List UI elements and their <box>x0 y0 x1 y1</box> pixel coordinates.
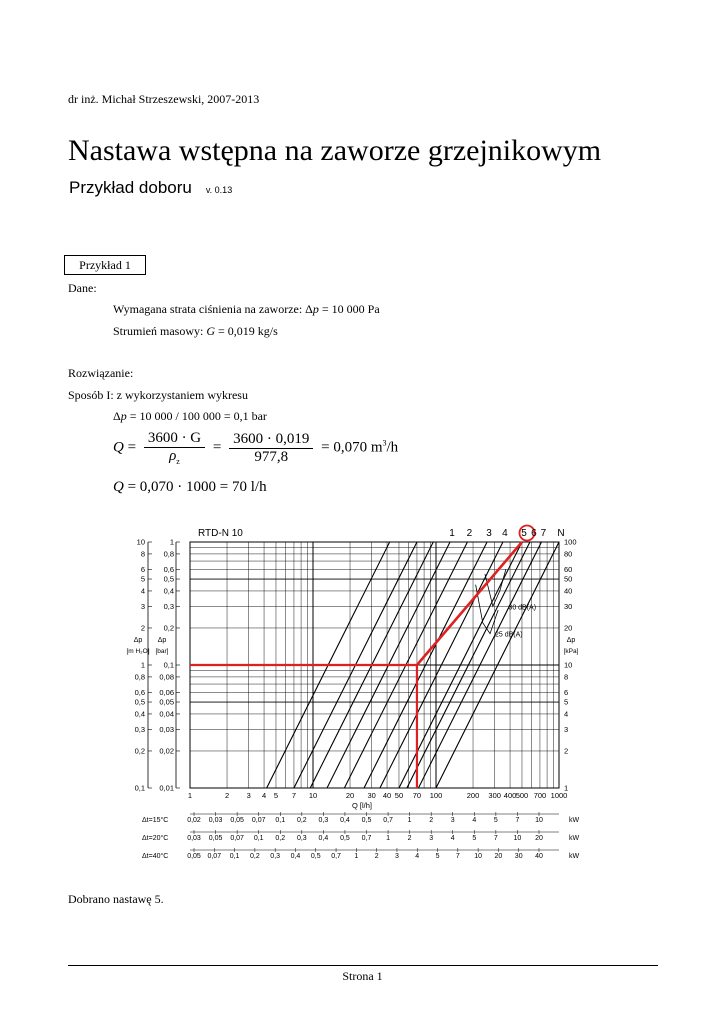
power-scale-tick-label: 3 <box>450 817 455 824</box>
power-scale-tick-label: 0,7 <box>383 817 393 824</box>
x-tick-label: 7 <box>291 791 297 800</box>
tick-label-mh2o: 0,6 <box>134 687 145 697</box>
power-scale-tick-label: 0,02 <box>187 817 201 824</box>
power-scale-tick-label: 2 <box>429 817 434 824</box>
noise-label-25: 25 dB(A) <box>495 631 523 639</box>
setting-label-6: 6 <box>531 528 537 539</box>
tick-label-bar: 0,02 <box>159 746 174 756</box>
power-scale-tick-label: 0,4 <box>318 835 329 842</box>
x-tick-label: 3 <box>246 791 251 800</box>
tick-label-bar: 0,03 <box>159 724 174 734</box>
given-flow-prefix: Strumień masowy: <box>113 324 207 338</box>
power-scale-tick-label: 2 <box>407 835 412 842</box>
given-pressure-value: = 10 000 Pa <box>318 302 380 316</box>
x-tick-label: 1 <box>187 791 193 800</box>
power-scale-tick-label: 7 <box>455 853 460 860</box>
tick-label-bar: 0,4 <box>163 586 174 596</box>
tick-label-kpa: 5 <box>564 697 569 707</box>
tick-label-bar: 0,1 <box>163 660 174 670</box>
axis-unit-kpa: [kPa] <box>563 647 579 655</box>
given-flow-var: G <box>206 324 215 338</box>
footer-page-label: Strona 1 <box>342 969 383 983</box>
tick-label-bar: 0,01 <box>159 783 174 793</box>
power-scale-tick-label: 3 <box>394 853 399 860</box>
tick-label-mh2o: 2 <box>140 623 145 633</box>
formula1-den1: ρ <box>169 448 177 464</box>
power-scale-tick-label: 5 <box>493 817 498 824</box>
tick-label-kpa: 3 <box>564 724 569 734</box>
power-scale-tick-label: 10 <box>474 853 483 860</box>
x-tick-label: 30 <box>367 791 376 800</box>
tick-label-kpa: 8 <box>564 672 569 682</box>
tick-label-mh2o: 3 <box>140 601 145 611</box>
x-tick-label: 1000 <box>550 791 568 800</box>
power-scale-unit: kW <box>569 853 580 860</box>
power-scale-tick-label: 0,07 <box>251 817 266 824</box>
power-scale-label: Δt=40°C <box>142 853 169 860</box>
tick-label-kpa: 50 <box>564 574 573 584</box>
x-tick-label: 10 <box>308 791 318 800</box>
formula-1: Q = $\frac{3600 \cdot G}{\rho_z}$ = $\frac{3600 \cdot 0,019}{977,8}$ = 0,070 $m^3/h$ <box>113 430 399 466</box>
x-tick-label: 5 <box>273 791 279 800</box>
given-flow-value: = 0,019 kg/s <box>215 324 278 338</box>
x-tick-label: 4 <box>261 791 267 800</box>
tick-label-kpa: 2 <box>564 746 569 756</box>
tick-label-bar: 0,6 <box>163 564 174 574</box>
tick-label-mh2o: 0,3 <box>134 724 145 734</box>
power-scale-tick-label: 0,07 <box>207 853 222 860</box>
power-scale-label: Δt=15°C <box>142 817 169 824</box>
power-scale-tick-label: 0,1 <box>229 853 240 860</box>
power-scale-tick-label: 7 <box>493 835 498 842</box>
power-scale-tick-label: 5 <box>472 835 477 842</box>
tick-label-mh2o: 0,2 <box>134 746 145 756</box>
power-scale-tick-label: 40 <box>535 853 543 860</box>
power-scale-tick-label: 3 <box>429 835 434 842</box>
power-scale-tick-label: 10 <box>513 835 522 842</box>
x-tick-label: 2 <box>224 791 230 800</box>
tick-label-bar: 0,3 <box>163 601 174 611</box>
footer-rule <box>68 965 658 966</box>
tick-label-mh2o: 6 <box>140 564 145 574</box>
formula1-unit: /h <box>386 439 399 456</box>
tick-label-mh2o: 0,5 <box>134 697 145 707</box>
author-line: dr inż. Michał Strzeszewski, 2007-2013 <box>68 92 260 106</box>
tick-label-bar: 1 <box>169 537 174 547</box>
setting-label-3: 3 <box>486 528 492 539</box>
tick-label-bar: 0,8 <box>163 549 174 559</box>
tick-label-mh2o: 0,8 <box>134 672 145 682</box>
tick-label-mh2o: 0,1 <box>134 783 145 793</box>
power-scale-tick-label: 0,3 <box>296 835 307 842</box>
formula1-den1-wrap <box>144 448 205 466</box>
power-scale-tick-label: 0,5 <box>340 835 350 842</box>
axis-label-bar: Δp <box>157 636 167 644</box>
document-title: Nastawa wstępna na zaworze grzejnikowym <box>68 134 602 167</box>
valve-chart <box>118 520 580 875</box>
power-scale-unit: kW <box>569 817 580 824</box>
power-scale-tick-label: 0,05 <box>208 835 223 842</box>
setting-label-5: 5 <box>521 528 527 539</box>
power-scale-tick-label: 5 <box>435 853 440 860</box>
power-scale-tick-label: 0,4 <box>340 817 350 824</box>
step1-line: Δp = 10 000 / 100 000 = 0,1 bar <box>113 409 267 423</box>
power-scale-tick-label: 0,1 <box>275 817 286 824</box>
version-label: v. 0.13 <box>205 185 233 195</box>
power-scale-tick-label: 0,4 <box>290 853 301 860</box>
power-scale-tick-label: 1 <box>354 853 359 860</box>
tick-label-kpa: 4 <box>564 709 569 719</box>
power-scale-tick-label: 0,7 <box>331 853 341 860</box>
x-tick-label: 40 <box>382 791 392 800</box>
formula1-num2: 3600 · 0,019 <box>229 431 313 449</box>
tick-label-kpa: 1 <box>564 783 569 793</box>
tick-label-kpa: 6 <box>564 687 569 697</box>
tick-label-mh2o: 1 <box>140 660 145 670</box>
x-tick-label: 200 <box>466 791 480 800</box>
power-scale-tick-label: 0,2 <box>275 835 286 842</box>
x-tick-label: 50 <box>394 791 404 800</box>
power-scale-tick-label: 30 <box>514 853 523 860</box>
given-pressure-var: p <box>312 302 319 316</box>
formula1-den1-sub: z <box>176 457 180 466</box>
setting-label-4: 4 <box>502 528 508 539</box>
x-tick-label: 700 <box>533 791 547 800</box>
power-scale-tick-label: 0,2 <box>250 853 260 860</box>
power-scale-tick-label: 0,05 <box>187 853 201 860</box>
setting-label-N: N <box>557 528 565 539</box>
tick-label-mh2o: 10 <box>136 537 145 547</box>
power-scale-tick-label: 7 <box>515 817 520 824</box>
x-tick-label: 100 <box>429 791 443 800</box>
setting-label-2: 2 <box>466 528 473 539</box>
tick-label-kpa: 10 <box>564 660 573 670</box>
document-subtitle <box>69 178 232 198</box>
tick-label-mh2o: 0,4 <box>134 709 145 719</box>
tick-label-kpa: 80 <box>564 549 573 559</box>
formula2-rhs: = 0,070 · 1000 = 70 l/h <box>127 479 267 495</box>
method-heading: Sposób I: z wykorzystaniem wykresu <box>68 388 248 402</box>
power-scale-tick-label: 0,1 <box>253 835 264 842</box>
tick-label-bar: 0,08 <box>159 672 174 682</box>
tick-label-kpa: 60 <box>564 564 573 574</box>
tick-label-bar: 0,5 <box>163 574 174 584</box>
formula2-lhs: Q <box>113 479 124 495</box>
tick-label-bar: 0,04 <box>159 709 174 719</box>
x-tick-label: 300 <box>488 791 501 800</box>
power-scale-tick-label: 0,5 <box>361 817 372 824</box>
tick-label-mh2o: 4 <box>140 586 145 596</box>
tick-label-kpa: 100 <box>564 537 577 547</box>
power-scale-tick-label: 20 <box>494 853 503 860</box>
example-label-box: Przykład 1 <box>64 255 146 275</box>
tick-label-kpa: 30 <box>564 601 573 611</box>
tick-label-mh2o: 8 <box>140 549 145 559</box>
given-flow-line <box>113 324 278 339</box>
power-scale-label: Δt=20°C <box>142 835 169 842</box>
setting-label-7: 7 <box>540 528 547 539</box>
power-scale-tick-label: 0,3 <box>318 817 329 824</box>
power-scale-tick-label: 4 <box>415 853 420 860</box>
x-tick-label: 70 <box>412 791 422 800</box>
power-scale-tick-label: 0,2 <box>296 817 307 824</box>
given-pressure-line <box>113 302 380 317</box>
chart-title: RTD-N 10 <box>198 528 243 539</box>
axis-label-kpa: Δp <box>566 636 576 644</box>
power-scale-tick-label: 2 <box>374 853 379 860</box>
formula1-num1: 3600 · G <box>144 430 205 448</box>
power-scale-tick-label: 0,3 <box>270 853 281 860</box>
setting-label-1: 1 <box>449 528 455 539</box>
step1-var: p <box>120 409 127 423</box>
x-tick-label: 500 <box>515 791 529 800</box>
tick-label-bar: 0,2 <box>163 623 174 633</box>
formula1-fraction-2 <box>229 431 313 466</box>
power-scale-tick-label: 1 <box>386 835 391 842</box>
formula1-lhs: Q <box>113 439 124 456</box>
solution-heading: Rozwiązanie: <box>68 366 134 380</box>
x-tick-label: 400 <box>503 791 517 800</box>
power-scale-tick-label: 4 <box>472 817 477 824</box>
given-heading: Dane: <box>68 281 97 295</box>
tick-label-kpa: 20 <box>564 623 573 633</box>
formula-2 <box>113 479 267 496</box>
axis-unit-mh2o: [m H₂O] <box>126 647 150 655</box>
formula1-fraction-1 <box>144 430 205 466</box>
formula1-exp: 3 <box>382 438 387 448</box>
axis-label-mh2o: Δp <box>133 636 143 644</box>
power-scale-tick-label: 1 <box>407 817 412 824</box>
tick-label-bar: 0,05 <box>159 697 174 707</box>
formula1-result: = 0,070 m <box>321 439 383 456</box>
axis-unit-bar: [bar] <box>155 647 169 655</box>
power-scale-tick-label: 0,03 <box>208 817 223 824</box>
power-scale-tick-label: 0,05 <box>230 817 244 824</box>
conclusion-text: Dobrano nastawę 5. <box>68 892 164 906</box>
given-pressure-prefix: Wymagana strata ciśnienia na zaworze: Δ <box>113 302 313 316</box>
power-scale-tick-label: 0,07 <box>230 835 244 842</box>
power-scale-tick-label: 20 <box>535 835 543 842</box>
tick-label-mh2o: 5 <box>140 574 145 584</box>
chart-selection-highlight <box>190 526 537 789</box>
tick-label-kpa: 40 <box>564 586 573 596</box>
power-scale-tick-label: 0,5 <box>310 853 321 860</box>
formula1-den2: 977,8 <box>254 448 289 465</box>
subtitle-text: Przykład doboru <box>69 178 192 197</box>
x-axis-label: Q [l/h] <box>351 801 372 810</box>
power-scale-tick-label: 4 <box>450 835 455 842</box>
noise-label-30: 30 dB(A) <box>508 604 537 612</box>
power-scale-tick-label: 0,7 <box>361 835 372 842</box>
step1-value: = 10 000 / 100 000 = 0,1 bar <box>126 409 267 423</box>
x-tick-label: 20 <box>345 791 355 800</box>
tick-label-bar: 0,06 <box>159 687 174 697</box>
power-scale-tick-label: 10 <box>535 817 543 824</box>
power-scale-tick-label: 0,03 <box>187 835 201 842</box>
power-scale-unit: kW <box>569 835 580 842</box>
